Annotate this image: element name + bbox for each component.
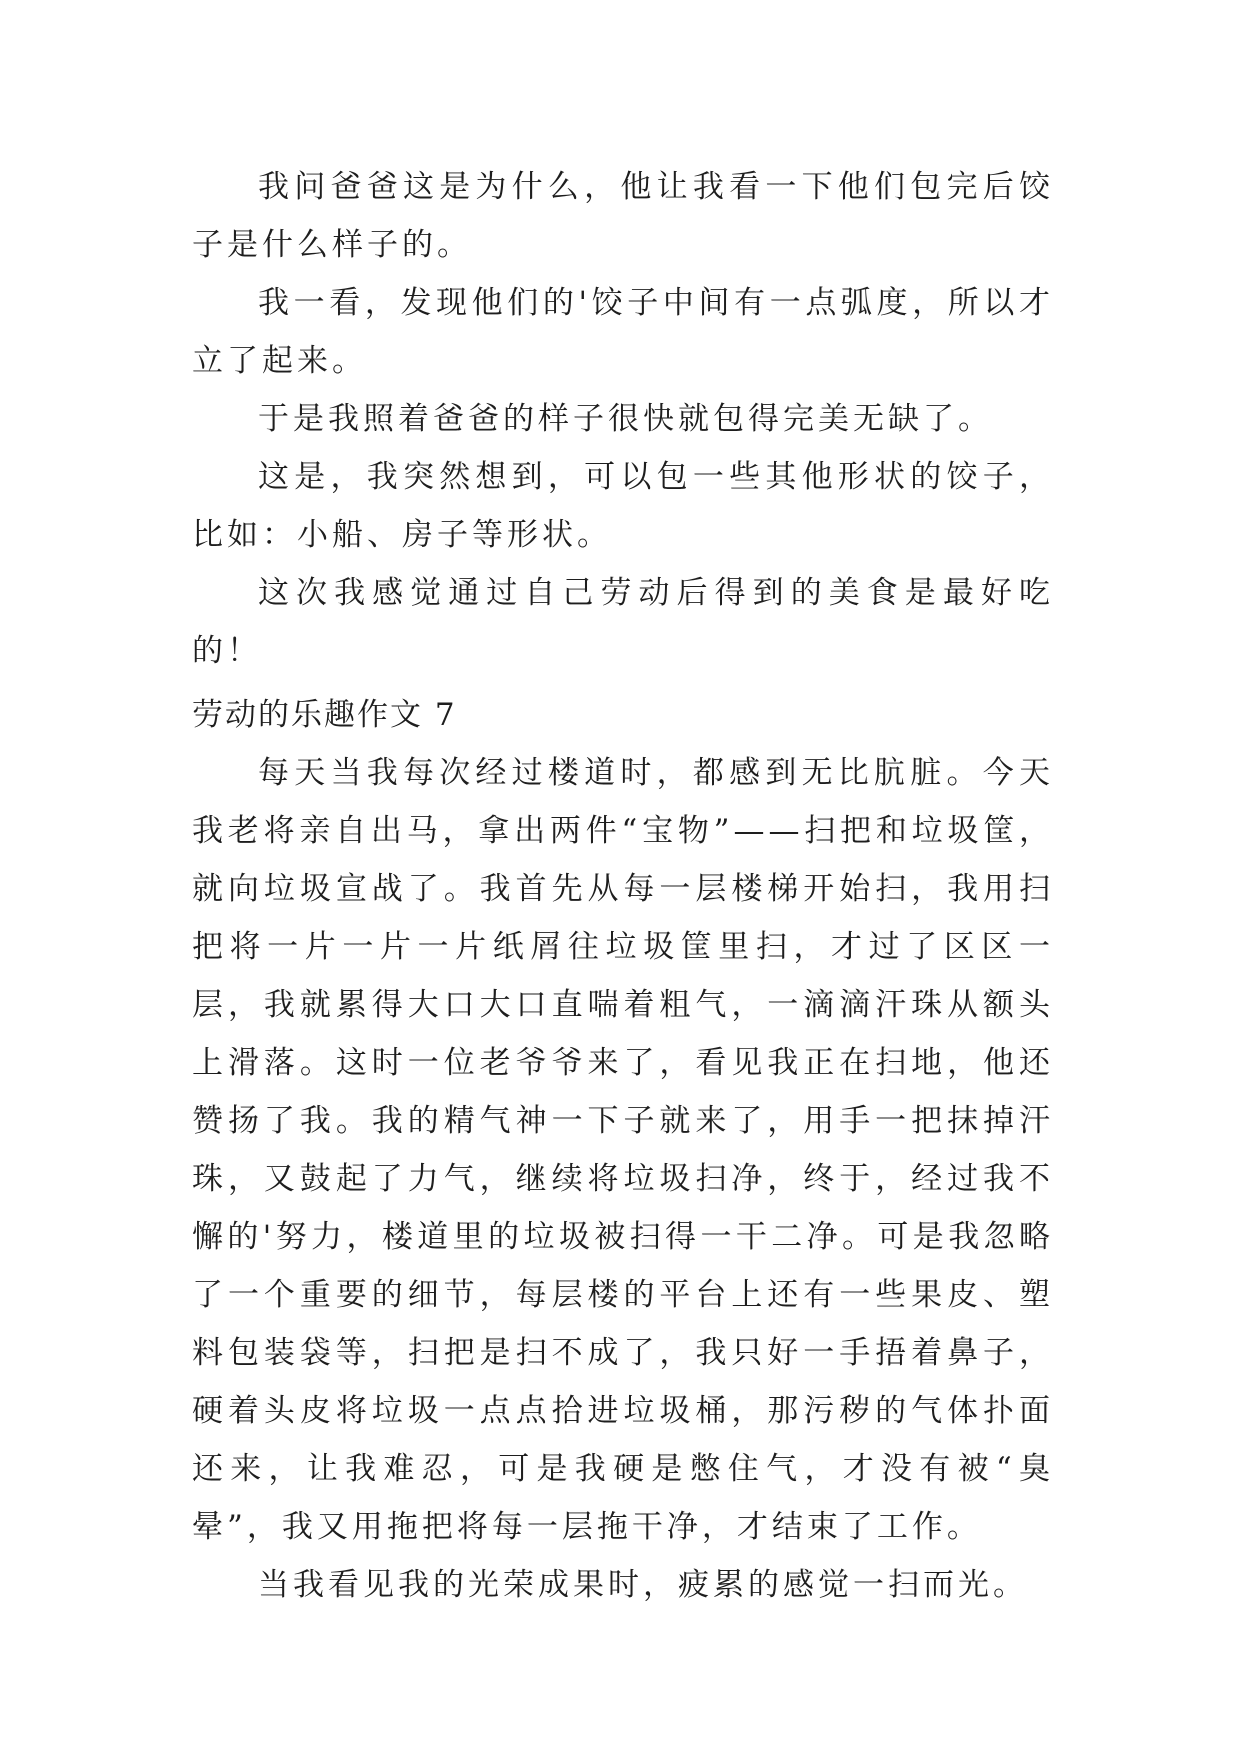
paragraph: 于是我照着爸爸的样子很快就包得完美无缺了。 [258, 401, 993, 437]
paragraph: 这是，我突然想到，可以包一些其他形状的饺子，比如：小船、房子等形状。 [192, 459, 1054, 553]
paragraph: 这次我感觉通过自己劳动后得到的美食是最好吃的！ [192, 575, 1054, 669]
essay-section-7 [192, 686, 1054, 1614]
paragraph: 我一看，发现他们的'饺子中间有一点弧度，所以才立了起来。 [192, 285, 1054, 379]
paragraph: 每天当我每次经过楼道时，都感到无比肮脏。今天我老将亲自出马，拿出两件“宝物”——扫把和垃圾筐，就向垃圾宣战了。我首先从每一层楼梯开始扫，我用扫把将一片一片一片纸屑往垃圾筐里扫，才过了区区一层，我就累得大口大口直喘着粗气，一滴滴汗珠从额头上滑落。这时一位老爷爷来了，看见我正在扫地，他还赞扬了我。我的精气神一下子就来了，用手一把抹掉汗珠，又鼓起了力气，继续将垃圾扫净，终于，经过我不懈的'努力，楼道里的垃圾被扫得一干二净。可是我忽略了一个重要的细节，每层楼的平台上还有一些果皮、塑料包装袋等，扫把是扫不成了，我只好一手捂着鼻子，硬着头皮将垃圾一点点拾进垃圾桶，那污秽的气体扑面还来，让我难忍，可是我硬是憋住气，才没有被“臭晕”，我又用拖把将每一层拖干净，才结束了工作。 [192, 755, 1054, 1545]
paragraph: 当我看见我的光荣成果时，疲累的感觉一扫而光。 [258, 1567, 1028, 1603]
essay-section-continued [192, 158, 1054, 680]
essay-title: 劳动的乐趣作文 7 [192, 697, 457, 733]
paragraph: 我问爸爸这是为什么，他让我看一下他们包完后饺子是什么样子的。 [192, 169, 1054, 263]
